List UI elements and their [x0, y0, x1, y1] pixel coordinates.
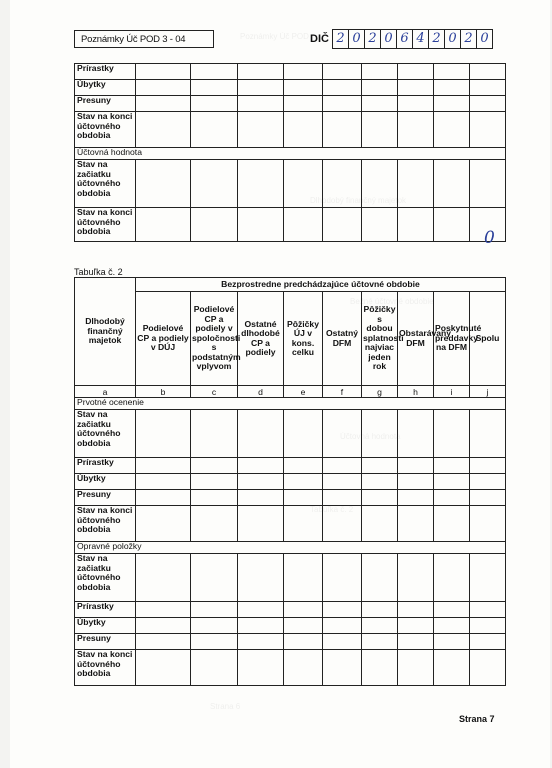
row-label: Stav na konci účtovného obdobia — [75, 112, 136, 148]
entry-cell[interactable] — [191, 96, 238, 112]
column-header: Pôžičky ÚJ v kons. celku — [284, 292, 323, 386]
column-letter: d — [238, 386, 284, 398]
entry-cell[interactable] — [238, 458, 284, 474]
entry-cell[interactable] — [470, 506, 506, 542]
dic-digit-box[interactable]: 6 — [396, 29, 413, 49]
entry-cell[interactable] — [362, 554, 398, 602]
entry-cell[interactable] — [238, 64, 284, 80]
entry-cell[interactable] — [398, 490, 434, 506]
entry-cell[interactable] — [323, 208, 362, 242]
entry-cell[interactable] — [238, 410, 284, 458]
row-label: Presuny — [75, 490, 136, 506]
entry-cell[interactable] — [398, 554, 434, 602]
entry-cell[interactable] — [470, 602, 506, 618]
handwritten-zero: 0 — [484, 228, 495, 248]
entry-cell[interactable] — [191, 458, 238, 474]
row-label: Stav na začiatku účtovného obdobia — [75, 160, 136, 208]
bleed-through-text: Tabuľka č. 2 — [310, 505, 354, 514]
bleed-through-text: Poznámky Úč POD — [240, 32, 309, 41]
table-row — [75, 542, 506, 554]
dic-digit-box[interactable]: 2 — [428, 29, 445, 49]
entry-cell[interactable] — [238, 160, 284, 208]
table-2 — [74, 277, 506, 686]
form-page — [10, 0, 550, 768]
column-letter: h — [398, 386, 434, 398]
entry-cell[interactable] — [238, 474, 284, 490]
section-label: Opravné položky — [75, 542, 506, 554]
row-label: Stav na konci účtovného obdobia — [75, 650, 136, 686]
entry-cell[interactable] — [323, 160, 362, 208]
entry-cell[interactable] — [323, 554, 362, 602]
entry-cell[interactable] — [323, 602, 362, 618]
entry-cell[interactable] — [191, 554, 238, 602]
column-header: Poskytnuté preddavky na DFM — [434, 292, 470, 386]
section-label: Prvotné ocenenie — [75, 398, 506, 410]
entry-cell[interactable] — [470, 618, 506, 634]
row-label: Presuny — [75, 634, 136, 650]
section-label: Účtovná hodnota — [75, 148, 506, 160]
entry-cell[interactable] — [398, 650, 434, 686]
entry-cell[interactable] — [398, 160, 434, 208]
entry-cell[interactable] — [434, 554, 470, 602]
entry-cell[interactable] — [136, 554, 191, 602]
entry-cell[interactable] — [284, 112, 323, 148]
column-letter: f — [323, 386, 362, 398]
row-label: Stav na konci účtovného obdobia — [75, 208, 136, 242]
entry-cell[interactable] — [362, 650, 398, 686]
table-row — [75, 634, 506, 650]
entry-cell[interactable] — [470, 80, 506, 96]
column-letter: a — [75, 386, 136, 398]
entry-cell[interactable] — [238, 112, 284, 148]
row-label: Prírastky — [75, 602, 136, 618]
entry-cell[interactable] — [136, 618, 191, 634]
entry-cell[interactable] — [284, 80, 323, 96]
entry-cell[interactable] — [362, 96, 398, 112]
entry-cell[interactable] — [323, 458, 362, 474]
entry-cell[interactable] — [191, 474, 238, 490]
entry-cell[interactable] — [238, 650, 284, 686]
dic-digit-box[interactable]: 2 — [332, 29, 349, 49]
entry-cell[interactable] — [434, 634, 470, 650]
entry-cell[interactable] — [398, 634, 434, 650]
entry-cell[interactable] — [362, 208, 398, 242]
row-label: Prírastky — [75, 458, 136, 474]
dic-digit-box[interactable]: 0 — [380, 29, 397, 49]
entry-cell[interactable] — [434, 96, 470, 112]
entry-cell[interactable] — [470, 64, 506, 80]
row-label: Prírastky — [75, 64, 136, 80]
table-row — [75, 410, 506, 458]
column-letter: g — [362, 386, 398, 398]
dic-digit-box[interactable]: 2 — [460, 29, 477, 49]
entry-cell[interactable] — [136, 602, 191, 618]
table-row — [75, 160, 506, 208]
entry-cell[interactable] — [398, 96, 434, 112]
entry-cell[interactable] — [362, 506, 398, 542]
table-row — [75, 650, 506, 686]
entry-cell[interactable] — [136, 160, 191, 208]
entry-cell[interactable] — [284, 208, 323, 242]
entry-cell[interactable] — [191, 506, 238, 542]
column-header: Pôžičky s dobou splatnosti najviac jeden rok — [362, 292, 398, 386]
entry-cell[interactable] — [191, 208, 238, 242]
column-letter: i — [434, 386, 470, 398]
entry-cell[interactable] — [323, 410, 362, 458]
dic-digit-box[interactable]: 0 — [348, 29, 365, 49]
first-column-header: Dlhodobý finančný majetok — [75, 278, 136, 386]
dic-digit-boxes — [333, 29, 493, 49]
entry-cell[interactable] — [284, 96, 323, 112]
entry-cell[interactable] — [191, 410, 238, 458]
entry-cell[interactable] — [434, 474, 470, 490]
dic-digit-box[interactable]: 4 — [412, 29, 429, 49]
entry-cell[interactable] — [284, 160, 323, 208]
table-row — [75, 458, 506, 474]
entry-cell[interactable] — [434, 458, 470, 474]
entry-cell[interactable] — [398, 506, 434, 542]
entry-cell[interactable] — [434, 112, 470, 148]
dic-label: DIČ — [310, 33, 329, 45]
entry-cell[interactable] — [284, 618, 323, 634]
entry-cell[interactable] — [284, 506, 323, 542]
table-row — [75, 506, 506, 542]
entry-cell[interactable] — [434, 506, 470, 542]
column-header: Spolu — [470, 292, 506, 386]
column-header: Obstarávaný DFM — [398, 292, 434, 386]
bleed-through-text: Bežné účtovné obdobie — [350, 297, 434, 306]
entry-cell[interactable] — [434, 650, 470, 686]
entry-cell[interactable] — [238, 634, 284, 650]
table-row — [75, 208, 506, 242]
entry-cell[interactable] — [362, 410, 398, 458]
entry-cell[interactable] — [136, 64, 191, 80]
table-row — [75, 398, 506, 410]
entry-cell[interactable] — [136, 80, 191, 96]
column-header: Ostatný DFM — [323, 292, 362, 386]
entry-cell[interactable] — [323, 64, 362, 80]
entry-cell[interactable] — [470, 474, 506, 490]
dic-digit-box[interactable]: 2 — [364, 29, 381, 49]
table-row — [75, 112, 506, 148]
table-row — [75, 490, 506, 506]
entry-cell[interactable] — [434, 410, 470, 458]
group-header: Bezprostredne predchádzajúce účtovné obdobie — [136, 278, 506, 292]
entry-cell[interactable] — [238, 506, 284, 542]
bleed-through-text: Účtovná hodnota — [340, 432, 401, 441]
row-label: Úbytky — [75, 618, 136, 634]
entry-cell[interactable] — [136, 506, 191, 542]
entry-cell[interactable] — [284, 650, 323, 686]
entry-cell[interactable] — [362, 490, 398, 506]
column-header: Ostatné dlhodobé CP a podiely — [238, 292, 284, 386]
entry-cell[interactable] — [398, 474, 434, 490]
entry-cell[interactable] — [398, 458, 434, 474]
table-row — [75, 618, 506, 634]
entry-cell[interactable] — [434, 208, 470, 242]
entry-cell[interactable] — [398, 602, 434, 618]
entry-cell[interactable] — [362, 602, 398, 618]
entry-cell[interactable] — [362, 634, 398, 650]
table-row — [75, 64, 506, 80]
entry-cell[interactable] — [284, 554, 323, 602]
entry-cell[interactable] — [136, 112, 191, 148]
entry-cell[interactable] — [136, 96, 191, 112]
table-row — [75, 602, 506, 618]
entry-cell[interactable] — [136, 650, 191, 686]
entry-cell[interactable] — [284, 602, 323, 618]
entry-cell[interactable] — [362, 160, 398, 208]
entry-cell[interactable] — [238, 80, 284, 96]
dic-digit-box[interactable]: 0 — [444, 29, 461, 49]
entry-cell[interactable] — [470, 650, 506, 686]
row-label: Stav na začiatku účtovného obdobia — [75, 410, 136, 458]
entry-cell[interactable] — [470, 410, 506, 458]
entry-cell[interactable] — [398, 80, 434, 96]
entry-cell[interactable] — [362, 112, 398, 148]
table-row — [75, 80, 506, 96]
entry-cell[interactable] — [238, 490, 284, 506]
entry-cell[interactable] — [362, 458, 398, 474]
entry-cell[interactable] — [136, 474, 191, 490]
entry-cell[interactable] — [238, 208, 284, 242]
entry-cell[interactable] — [284, 64, 323, 80]
row-label: Stav na začiatku účtovného obdobia — [75, 554, 136, 602]
entry-cell[interactable] — [323, 96, 362, 112]
entry-cell[interactable] — [136, 634, 191, 650]
entry-cell[interactable] — [284, 634, 323, 650]
entry-cell[interactable] — [398, 64, 434, 80]
entry-cell[interactable] — [434, 160, 470, 208]
entry-cell[interactable] — [470, 96, 506, 112]
entry-cell[interactable] — [323, 490, 362, 506]
entry-cell[interactable] — [323, 634, 362, 650]
entry-cell[interactable] — [362, 64, 398, 80]
form-title-box: Poznámky Úč POD 3 - 04 — [74, 30, 214, 48]
column-letter: c — [191, 386, 238, 398]
entry-cell[interactable] — [323, 112, 362, 148]
column-letter: b — [136, 386, 191, 398]
dic-digit-box[interactable]: 0 — [476, 29, 493, 49]
table-1 — [74, 63, 506, 242]
entry-cell[interactable] — [398, 410, 434, 458]
table-row — [75, 96, 506, 112]
entry-cell[interactable] — [284, 490, 323, 506]
bleed-through-text: Strana 6 — [210, 702, 241, 711]
entry-cell[interactable] — [470, 112, 506, 148]
entry-cell[interactable] — [470, 160, 506, 208]
entry-cell[interactable] — [191, 80, 238, 96]
entry-cell[interactable] — [191, 618, 238, 634]
entry-cell[interactable] — [284, 410, 323, 458]
entry-cell[interactable] — [434, 490, 470, 506]
row-label: Úbytky — [75, 80, 136, 96]
entry-cell[interactable] — [323, 80, 362, 96]
entry-cell[interactable] — [238, 618, 284, 634]
entry-cell[interactable] — [191, 602, 238, 618]
entry-cell[interactable] — [284, 474, 323, 490]
entry-cell[interactable] — [434, 64, 470, 80]
entry-cell[interactable] — [136, 490, 191, 506]
entry-cell[interactable] — [191, 112, 238, 148]
entry-cell[interactable] — [136, 208, 191, 242]
entry-cell[interactable] — [362, 474, 398, 490]
entry-cell[interactable] — [238, 96, 284, 112]
bleed-through-text: Dlhodobý finančný majetok — [310, 196, 407, 205]
table-2-caption: Tabuľka č. 2 — [74, 267, 123, 277]
entry-cell[interactable] — [398, 112, 434, 148]
column-header: Podielové CP a podiely v spoločnosti s podstatným vplyvom — [191, 292, 238, 386]
entry-cell[interactable] — [434, 80, 470, 96]
row-label: Úbytky — [75, 474, 136, 490]
entry-cell[interactable] — [191, 64, 238, 80]
table-row — [75, 474, 506, 490]
entry-cell[interactable] — [191, 634, 238, 650]
entry-cell[interactable] — [362, 80, 398, 96]
entry-cell[interactable] — [398, 208, 434, 242]
column-letter: j — [470, 386, 506, 398]
entry-cell[interactable] — [323, 618, 362, 634]
entry-cell[interactable] — [470, 490, 506, 506]
entry-cell[interactable] — [362, 618, 398, 634]
entry-cell[interactable] — [434, 618, 470, 634]
row-label: Presuny — [75, 96, 136, 112]
entry-cell[interactable] — [284, 458, 323, 474]
entry-cell[interactable] — [398, 618, 434, 634]
row-label: Stav na konci účtovného obdobia — [75, 506, 136, 542]
entry-cell[interactable] — [323, 506, 362, 542]
entry-cell[interactable] — [238, 554, 284, 602]
entry-cell[interactable] — [470, 554, 506, 602]
page-number: Strana 7 — [459, 714, 495, 724]
column-letter: e — [284, 386, 323, 398]
entry-cell[interactable] — [323, 474, 362, 490]
column-header: Podielové CP a podiely v DÚJ — [136, 292, 191, 386]
entry-cell[interactable] — [136, 458, 191, 474]
entry-cell[interactable] — [191, 160, 238, 208]
table-row — [75, 554, 506, 602]
table-row — [75, 148, 506, 160]
entry-cell[interactable] — [238, 602, 284, 618]
entry-cell[interactable] — [136, 410, 191, 458]
entry-cell[interactable] — [470, 634, 506, 650]
entry-cell[interactable] — [470, 458, 506, 474]
entry-cell[interactable] — [434, 602, 470, 618]
entry-cell[interactable] — [323, 650, 362, 686]
entry-cell[interactable] — [191, 490, 238, 506]
entry-cell[interactable] — [191, 650, 238, 686]
